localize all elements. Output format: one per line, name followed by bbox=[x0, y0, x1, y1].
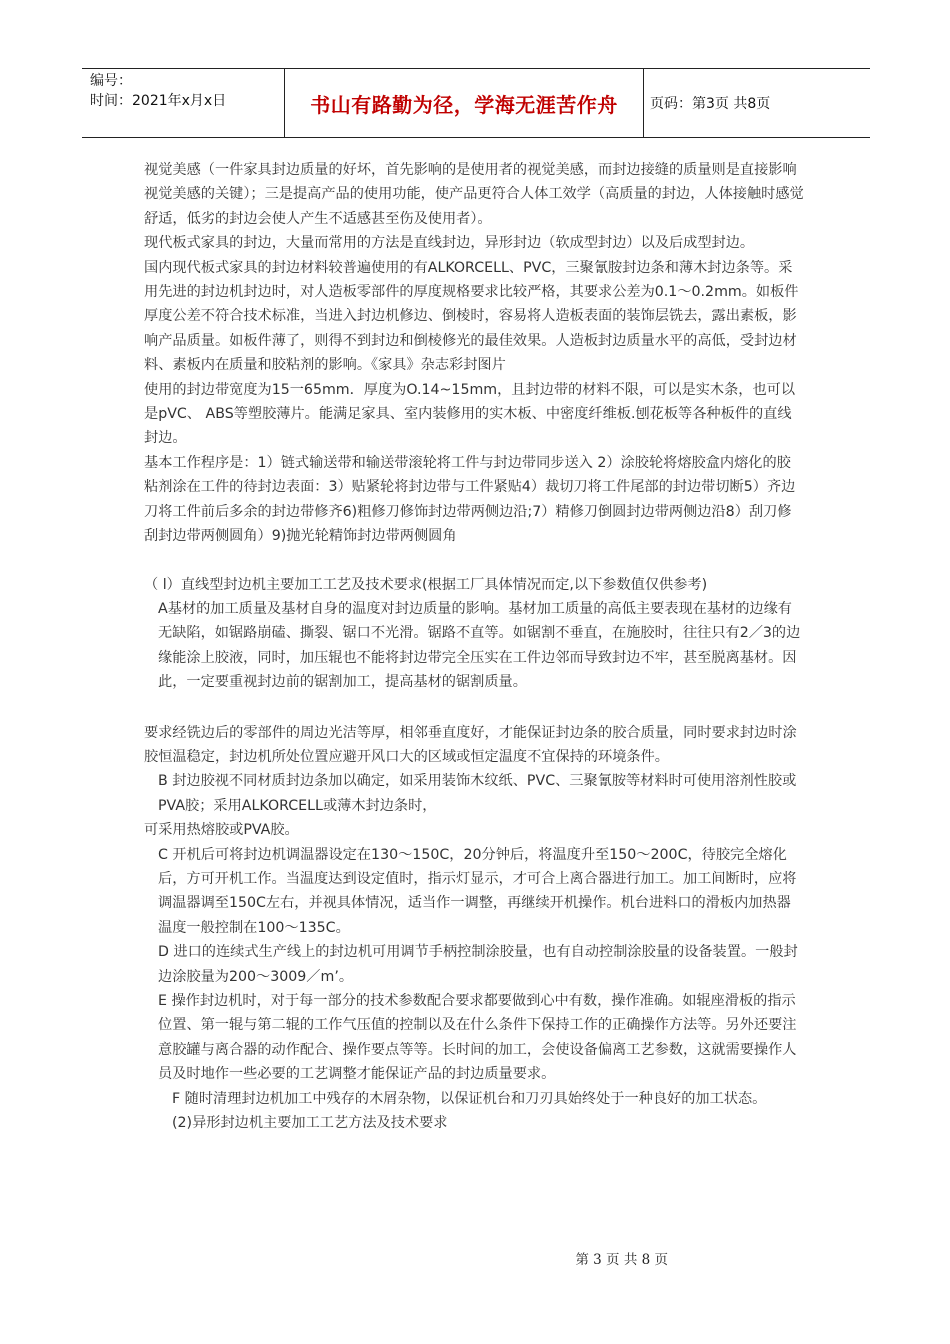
paragraph: 国内现代板式家具的封边材料较普遍使用的有ALKORCELL、PVC，三聚氰胺封边条和薄木封边条等。采用先进的封边机封边时，对人造板零部件的厚度规格要求比较严格，其要求公差为0.1～0.2mm。如板件厚度公差不符合技术标准，当进入封边机修边、倒棱时，容易将人造板表面的装饰层铣去，露出素板，影响产品质量。如板件薄了，则得不到封边和倒棱修光的最佳效果。人造板封边质量水平的高低，受封边材料、素板内在质量和胶粘剂的影响。《家具》杂志彩封图片 bbox=[144, 259, 799, 374]
paragraph: E 操作封边机时，对于每一部分的技术参数配合要求都要做到心中有数，操作准确。如辊座滑板的指示位置、第一辊与第二辊的工作气压值的控制以及在什么条件下保持工作的正确操作方法等。另外还要注意胶罐与离合器的动作配合、操作要点等等。长时间的加工，会使设备偏离工艺参数，这就需要操作人员及时地作一些必要的工艺调整才能保证产品的封边质量要求。 bbox=[158, 993, 797, 1083]
page-header bbox=[82, 68, 870, 138]
paragraph: B 封边胶视不同材质封边条加以确定，如采用装饰木纹纸、PVC、三聚氰胺等材料时可使用溶剂性胶或PVA胶；采用ALKORCELL或薄木封边条时， bbox=[158, 773, 797, 814]
document-time-label: 时间：2021年x月x日 bbox=[90, 93, 227, 109]
spacer bbox=[144, 549, 804, 573]
header-page-info: 页码：第3页 共8页 bbox=[650, 96, 771, 112]
paragraph: C 开机后可将封边机调温器设定在130～150C，20分钟后，将温度升至150～200C，待胶完全熔化后，方可开机工作。当温度达到设定值时，指示灯显示，才可合上离合器进行加工。加工间断时，应将调温器调至150C左右，并视具体情况，适当作一调整，再继续开机操作。机台进料口的滑板内加热器温度一般控制在100～135C。 bbox=[158, 846, 797, 936]
paragraph: 视觉美感（一件家具封边质量的好坏，首先影响的是使用者的视觉美感，而封边接缝的质量则是直接影响视觉美感的关键）；三是提高产品的使用功能，使产品更符合人体工效学（高质量的封边，人体接触时感觉舒适，低劣的封边会使人产生不适感甚至伤及使用者）。 bbox=[144, 162, 804, 227]
paragraph: 使用的封边带宽度为15一65mm．厚度为O.14~15mm，且封边带的材料不限，可以是实木条，也可以是pVC、 ABS等塑胶薄片。能满足家具、室内装修用的实木板、中密度纤维板.刨花板等各种板件的直线封边。 bbox=[144, 381, 796, 447]
paragraph: D 进口的连续式生产线上的封边机可用调节手柄控制涂胶量，也有自动控制涂胶量的设备装置。一般封边涂胶量为200～3009／m’。 bbox=[158, 944, 798, 985]
page-footer: 第 3 页 共 8 页 bbox=[575, 1252, 668, 1268]
paragraph: 可采用热熔胶或PVA胶。 bbox=[144, 822, 299, 839]
section-heading: （ l）直线型封边机主要加工工艺及技术要求(根据工厂具体情况而定,以下参数值仅供参考) bbox=[144, 576, 708, 593]
document-body bbox=[144, 158, 804, 1135]
document-number-label: 编号： bbox=[90, 73, 132, 89]
paragraph: 基本工作程序是：1）链式输送带和输送带滚轮将工件与封边带同步送入 2）涂胶轮将熔胶盒内熔化的胶粘剂涂在工件的待封边表面：3）贴紧轮将封边带与工件紧贴4）裁切刀将工件尾部的封边带切断5）齐边刀将工件前后多余的封边带修齐6)粗修刀修饰封边带两侧边沿;7）精修刀倒圆封边带两侧边沿8）刮刀修刮封边带两侧圆角）9)抛光轮精饰封边带两侧圆角 bbox=[144, 454, 796, 545]
paragraph: 要求经铣边后的零部件的周边光洁等厚，相邻垂直度好，才能保证封边条的胶合质量，同时要求封边时涂胶恒温稳定，封边机所处位置应避开风口大的区域或恒定温度不宜保持的环境条件。 bbox=[144, 724, 797, 765]
paragraph: 现代板式家具的封边，大量而常用的方法是直线封边，异形封边（软成型封边）以及后成型封边。 bbox=[144, 235, 755, 252]
section-heading: (2)异形封边机主要加工工艺方法及技术要求 bbox=[172, 1115, 448, 1132]
paragraph: A基材的加工质量及基材自身的温度对封边质量的影响。基材加工质量的高低主要表现在基材的边缘有无缺陷，如锯路崩磕、撕裂、锯口不光滑。锯路不直等。如锯割不垂直，在施胶时，往往只有2／3的边缘能涂上胶液，同时，加压辊也不能将封边带完全压实在工件边邻而导致封边不牢，甚至脱离基材。因此，一定要重视封边前的锯割加工，提高基材的锯割质量。 bbox=[158, 600, 801, 691]
spacer bbox=[144, 695, 804, 721]
paragraph: F 随时清理封边机加工中残存的木屑杂物，以保证机台和刀刃具始终处于一种良好的加工状态。 bbox=[172, 1090, 767, 1107]
header-motto: 书山有路勤为径，学海无涯苦作舟 bbox=[284, 69, 644, 137]
header-meta bbox=[82, 69, 284, 137]
